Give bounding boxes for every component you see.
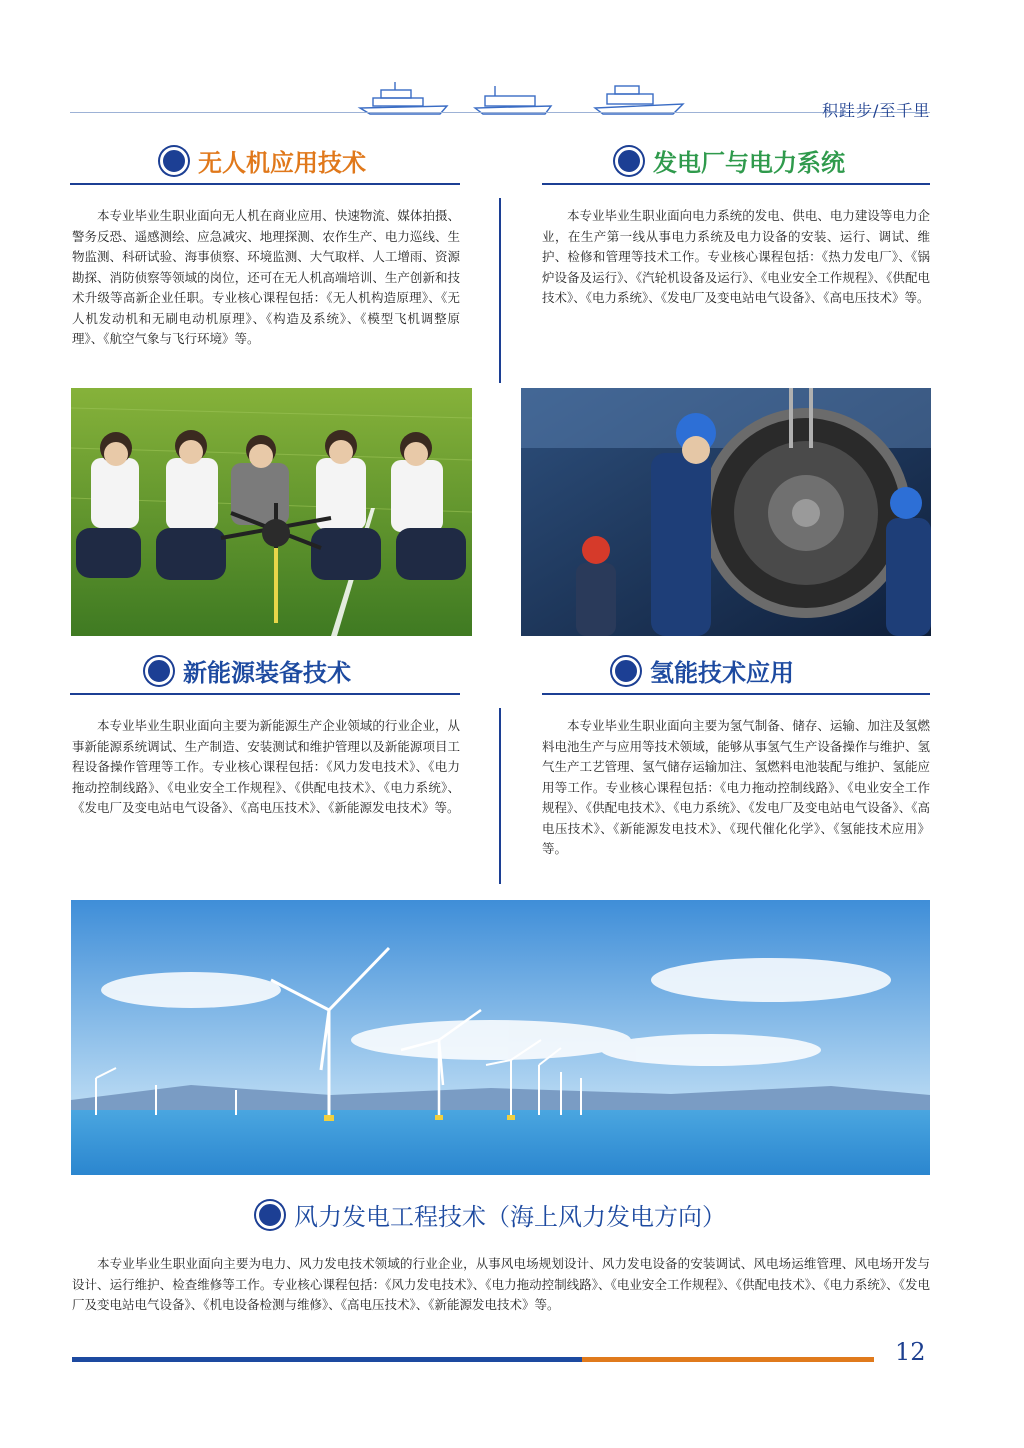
section-body-power-plant: 本专业毕业生职业面向电力系统的发电、供电、电力建设等电力企业，在生产第一线从事电力系统及电力设备的安装、运行、调试、维护、检修和管理等技术工作。专业核心课程包括：《热力发电厂》、《锅炉设备及运行》、《汽轮机设备及运行》、《电业安全工作规程》、《供配电技术》、《电力系统》、《发电厂及变电站电气设备》、《高电压技术》等。	[542, 208, 930, 305]
footer-bar-orange	[582, 1357, 874, 1362]
ships-illustration	[355, 80, 695, 116]
bullet-dot-icon	[160, 147, 188, 175]
section-title-text: 氢能技术应用	[650, 659, 794, 687]
section-body-hydrogen: 本专业毕业生职业面向主要为氢气制备、储存、运输、加注及氢燃料电池生产与应用等技术领域，能够从事氢气生产设备操作与维护、氢气生产工艺管理、氢气储存运输加注、氢燃料电池装配与维护、氢能应用等工作。专业核心课程包括：《电力拖动控制线路》、《电业安全工作规程》、《供配电技术》、《电力系统》、《发电厂及变电站电气设备》、《高电压技术》、《新能源发电技术》、《现代催化化学》、《氢能技术应用》等。	[542, 718, 930, 856]
section-body-wind-power: 本专业毕业生职业面向主要为电力、风力发电技术领域的行业企业，从事风电场规划设计、风力发电设备的安装调试、风电场运维管理、风电场开发与设计、运行维护、检查维修等工作。专业核心课程包括：《风力发电技术》、《电力拖动控制线路》、《电业安全工作规程》、《供配电技术》、《电力系统》、《发电厂及变电站电气设备》、《机电设备检测与维修》、《高电压技术》、《新能源发电技术》等。	[72, 1256, 930, 1312]
section-title-text: 风力发电工程技术（海上风力发电方向）	[294, 1203, 726, 1231]
bullet-dot-icon	[256, 1201, 284, 1229]
turbine-workers-photo	[521, 388, 931, 636]
section-title-wind-power	[256, 1197, 726, 1232]
bullet-dot-icon	[615, 147, 643, 175]
section-title-text: 无人机应用技术	[198, 149, 366, 177]
page-number: 12	[895, 1338, 926, 1366]
section-title-power-plant	[615, 143, 845, 178]
section-body-new-energy: 本专业毕业生职业面向主要为新能源生产企业领域的行业企业，从事新能源系统调试、生产制造、安装测试和维护管理以及新能源项目工程设备操作管理等工作。专业核心课程包括：《风力发电技术》、《电力拖动控制线路》、《电业安全工作规程》、《供配电技术》、《电力系统》、《发电厂及变电站电气设备》、《高电压技术》、《新能源发电技术》等。	[72, 718, 460, 815]
header-motto: 积跬步/至千里	[822, 101, 931, 120]
section-body-uav: 本专业毕业生职业面向无人机在商业应用、快速物流、媒体拍摄、警务反恐、遥感测绘、应急减灾、地理探测、农作生产、电力巡线、生物监测、科研试验、海事侦察、环境监测、大气取样、人工增雨、资源勘探、消防侦察等领域的岗位，还可在无人机高端培训、生产创新和技术升级等高新企业任职。专业核心课程包括：《无人机构造原理》、《无人机发动机和无刷电动机原理》、《构造及系统》、《模型飞机调整原理》、《航空气象与飞行环境》等。	[72, 208, 460, 346]
section-title-new-energy	[145, 653, 351, 688]
section-underline	[542, 183, 930, 185]
footer-bar-blue	[72, 1357, 582, 1362]
section-underline	[70, 693, 460, 695]
column-divider	[499, 198, 501, 383]
offshore-wind-photo	[71, 900, 930, 1175]
section-title-text: 新能源装备技术	[183, 659, 351, 687]
bullet-dot-icon	[612, 657, 640, 685]
section-title-hydrogen	[612, 653, 794, 688]
section-underline	[542, 693, 930, 695]
column-divider	[499, 708, 501, 884]
section-title-uav	[160, 143, 366, 178]
header-divider	[70, 112, 930, 113]
section-underline	[70, 183, 460, 185]
section-title-text: 发电厂与电力系统	[653, 149, 845, 177]
bullet-dot-icon	[145, 657, 173, 685]
drone-students-photo	[71, 388, 472, 636]
